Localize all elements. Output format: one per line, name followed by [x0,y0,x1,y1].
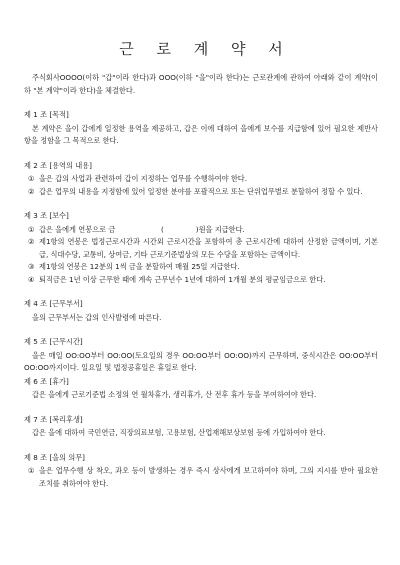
clause-number: ① [28,174,35,183]
article-2 [24,160,378,199]
article-3 [24,210,378,286]
clause-number: ④ [28,274,35,284]
article-clause [24,465,378,490]
clause-text: 을은 갑의 사업과 관련하여 갑이 지정하는 업무를 수행하여야 한다. [39,174,248,183]
clause-text: 갑은 을에게 연봉으로 금 ( )원을 지급한다. [39,224,245,234]
article-heading: 제 8 조 [을의 의무] [24,452,85,462]
clause-text: 퇴직금은 1년 이상 근무한 때에 계속 근무년수 1년에 대하여 1개월 분의 평균임금으로 한다. [39,274,326,284]
clause-number: ③ [28,262,35,271]
article-clause [24,274,378,287]
article-5 [24,336,378,375]
article-8 [24,452,378,491]
article-body: 을의 근무부서는 갑의 인사발령에 따른다. [32,312,162,322]
article-4 [24,298,378,324]
article-heading: 제 6 조 [휴가] [24,376,69,386]
clause-number: ② [28,237,35,246]
article-body: 을은 매일 OO:OO부터 OO:OO(토요일의 경우 OO:OO부터 OO:OO)까지 근무하며, 중식시간은 OO:OO부터 OO:OO까지이다. 일요일 및 법정공휴일은 휴일로 한다. [24,350,378,372]
article-clause [24,173,378,186]
article-body: 갑은 을에 대하여 국민연금, 직장의료보험, 고용보험, 산업재해보상보험 등에 가입하여야 한다. [32,428,326,437]
clause-number: ① [28,466,35,475]
clause-text: 갑은 업무의 내용을 지정함에 있어 일정한 분야를 포괄적으로 또는 단위업무별로 분할하여 정할 수 있다. [39,186,363,196]
clause-text: 제1항의 연봉은 12분의 1씩 금을 분할하여 매월 25일 지급한다. [39,262,240,271]
clause-number: ① [28,224,35,234]
article-body: 갑은 을에게 근로기준법 소정의 연 월차휴가, 생리휴가, 산 전후 휴가 등을 부여하여야 한다. [32,390,317,399]
clause-text: 을은 업무수행 상 착오, 과오 등이 발생하는 경우 즉시 상사에게 보고하여야 하며, 그의 지시를 받아 필요한 조치를 취하여야 한다. [39,466,378,488]
article-body: 본 계약은 을이 갑에게 일정한 용역을 제공하고, 갑은 이에 대하여 을에게 보수를 지급함에 있어 필요한 제반사항을 정함을 그 목적으로 한다. [24,123,378,145]
article-heading: 제 7 조 [복리후생] [24,414,83,424]
article-clause [24,224,378,237]
article-heading: 제 5 조 [근무시간] [24,337,83,346]
article-7 [24,414,378,440]
article-heading: 제 4 조 [근무부서] [24,299,83,308]
article-heading: 제 1 조 [목적] [24,110,69,119]
article-clause [24,261,378,274]
article-heading: 제 2 조 [용역의 내용] [24,160,92,170]
article-1 [24,109,378,148]
article-clause [24,236,378,261]
article-heading: 제 3 조 [보수] [24,211,69,220]
document-title: 근 로 계 약 서 [119,40,292,58]
intro-paragraph: 주식회사OOOO(이하 "갑"이라 한다)과 OOO(이하 "을"이라 한다)는 근로관계에 관하여 아래와 같이 계약(이하 "본 계약"이라 한다)을 체결한다. [24,73,378,95]
article-6 [24,376,378,402]
clause-number: ② [28,186,35,196]
article-clause [24,186,378,199]
clause-text: 제1항의 연봉은 법정근로시간과 시간외 근로시간을 포함하여 총 근로시간에 대하여 산정한 금액이며, 기본급, 식대수당, 교통비, 상여금, 기타 근로기준법상의 모든 수당을 포함하는 금액이다. [39,237,378,259]
